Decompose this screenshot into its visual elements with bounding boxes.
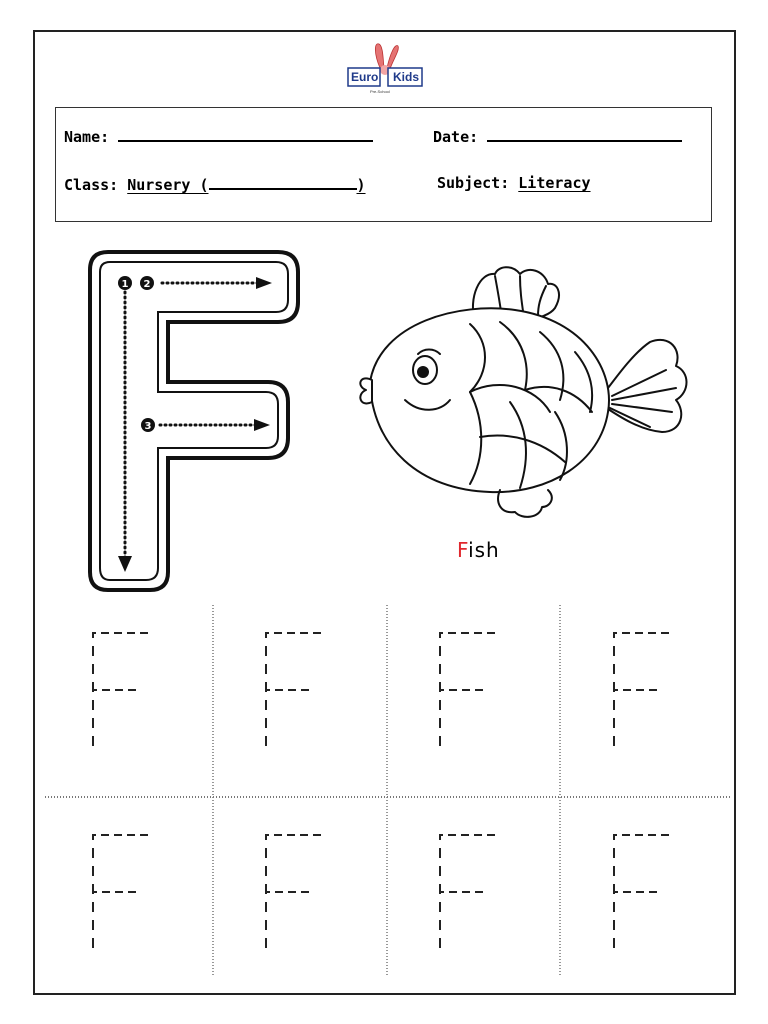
- fish-word-caption: [457, 538, 500, 562]
- logo-word-euro: Euro: [351, 70, 379, 84]
- tracing-letter-f[interactable]: [611, 830, 691, 960]
- date-blank[interactable]: [487, 126, 682, 142]
- student-info-box: [55, 107, 712, 222]
- tracing-practice-grid: [45, 600, 730, 980]
- letter-outline-inner: [100, 262, 288, 580]
- caption-first-letter: F: [457, 538, 469, 562]
- letter-f-stroke-guide: [80, 240, 310, 600]
- class-value: Nursery (: [127, 176, 209, 194]
- stroke-number-3: 3: [144, 421, 152, 432]
- tracing-letter-f[interactable]: [90, 830, 170, 960]
- name-field: [64, 126, 373, 146]
- class-label: Class:: [64, 176, 119, 194]
- caption-rest: ish: [468, 538, 500, 562]
- date-label: Date:: [433, 128, 479, 146]
- eurokids-logo: [340, 40, 430, 100]
- class-blank[interactable]: [209, 174, 357, 190]
- stroke-number-1: 1: [121, 279, 129, 290]
- logo-word-kids: Kids: [393, 70, 420, 84]
- class-field: [64, 174, 366, 194]
- name-label: Name:: [64, 128, 110, 146]
- name-blank[interactable]: [118, 126, 373, 142]
- logo-tagline: Pre-School: [370, 89, 390, 94]
- subject-field: [437, 174, 591, 192]
- subject-label: Subject:: [437, 174, 510, 192]
- tracing-letter-f[interactable]: [263, 628, 343, 758]
- tracing-letter-f[interactable]: [611, 628, 691, 758]
- tracing-letter-f[interactable]: [90, 628, 170, 758]
- tracing-letter-f[interactable]: [437, 628, 517, 758]
- tracing-letter-f[interactable]: [437, 830, 517, 960]
- fish-illustration: [350, 262, 695, 522]
- class-close: ): [356, 176, 366, 194]
- stroke-number-2: 2: [143, 279, 151, 290]
- date-field: [433, 126, 682, 146]
- tracing-letter-f[interactable]: [263, 830, 343, 960]
- subject-value: Literacy: [518, 174, 591, 192]
